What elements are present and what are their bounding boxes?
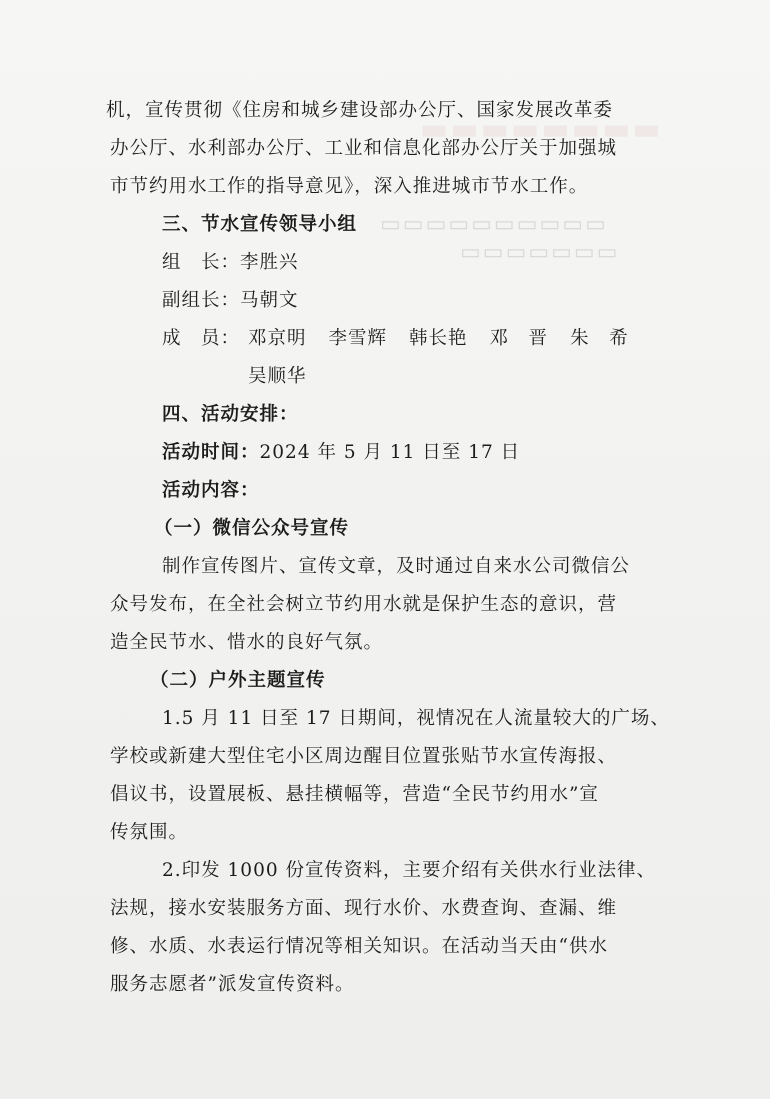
activity-time-label: 活动时间：: [162, 442, 260, 463]
paragraph-line: 倡议书，设置展板、悬挂横幅等，营造“全民节约用水”宣: [110, 784, 599, 805]
paragraph-line: 办公厅、水利部办公厅、工业和信息化部办公厅关于加强城: [110, 138, 618, 159]
member-name: 韩长艳: [409, 328, 468, 349]
paragraph-line: 法规，接水安装服务方面、现行水价、水费查询、查漏、维: [110, 898, 618, 919]
subsection-heading: （二）户外主题宣传: [150, 670, 326, 691]
paragraph-line: 学校或新建大型住宅小区周边醒目位置张贴节水宣传海报、: [110, 746, 618, 767]
paragraph-line: 2.印发 1000 份宣传资料，主要介绍有关供水行业法律、: [162, 860, 656, 881]
paragraph-line: 1.5 月 11 日至 17 日期间，视情况在人流量较大的广场、: [162, 708, 670, 729]
group-members: [110, 320, 670, 358]
members-label: 成 员：: [162, 328, 241, 349]
member-name: 吴顺华: [248, 366, 307, 387]
bleed-through-heading: ▬▬▬▬▬▬▬▬: [420, 112, 663, 147]
paragraph-line: 市节约用水工作的指导意见》，深入推进城市节水工作。: [110, 176, 589, 197]
section-heading: 四、活动安排：: [162, 404, 299, 425]
activity-time: [110, 434, 670, 472]
members-list: [248, 320, 651, 358]
member-name: 朱 希: [570, 328, 629, 349]
paragraph-line: 众号发布，在全社会树立节约用水就是保护生态的意识，营: [110, 594, 618, 615]
paragraph-line: 服务志愿者”派发宣传资料。: [110, 974, 355, 995]
group-deputy: 副组长：马朝文: [162, 290, 299, 311]
group-leader: 组 长：李胜兴: [162, 252, 299, 273]
document-body: [106, 92, 670, 1004]
paragraph-line: 制作宣传图片、宣传文章，及时通过自来水公司微信公: [162, 556, 631, 577]
activity-time-value: 2024 年 5 月 11 日至 17 日: [259, 442, 521, 463]
paragraph-line: 修、水质、水表运行情况等相关知识。在活动当天由“供水: [110, 936, 608, 957]
paragraph-line: 机，宣传贯彻《住房和城乡建设部办公厅、国家发展改革委: [106, 100, 614, 121]
subsection-heading: （一）微信公众号宣传: [154, 518, 350, 539]
member-name: 李雪辉: [328, 328, 388, 349]
bleed-through-mark: ▭▭▭▭▭▭▭▭▭▭: [380, 212, 608, 237]
section-heading: 三、节水宣传领导小组: [162, 214, 358, 235]
activity-content-label: 活动内容：: [162, 480, 260, 501]
member-name: 邓京明: [248, 328, 307, 349]
paragraph-line: 造全民节水、惜水的良好气氛。: [110, 632, 384, 653]
member-name: 邓 晋: [489, 328, 549, 349]
paragraph-line: 传氛围。: [110, 822, 189, 843]
bleed-through-mark: ▭▭▭▭▭▭▭: [460, 240, 620, 265]
